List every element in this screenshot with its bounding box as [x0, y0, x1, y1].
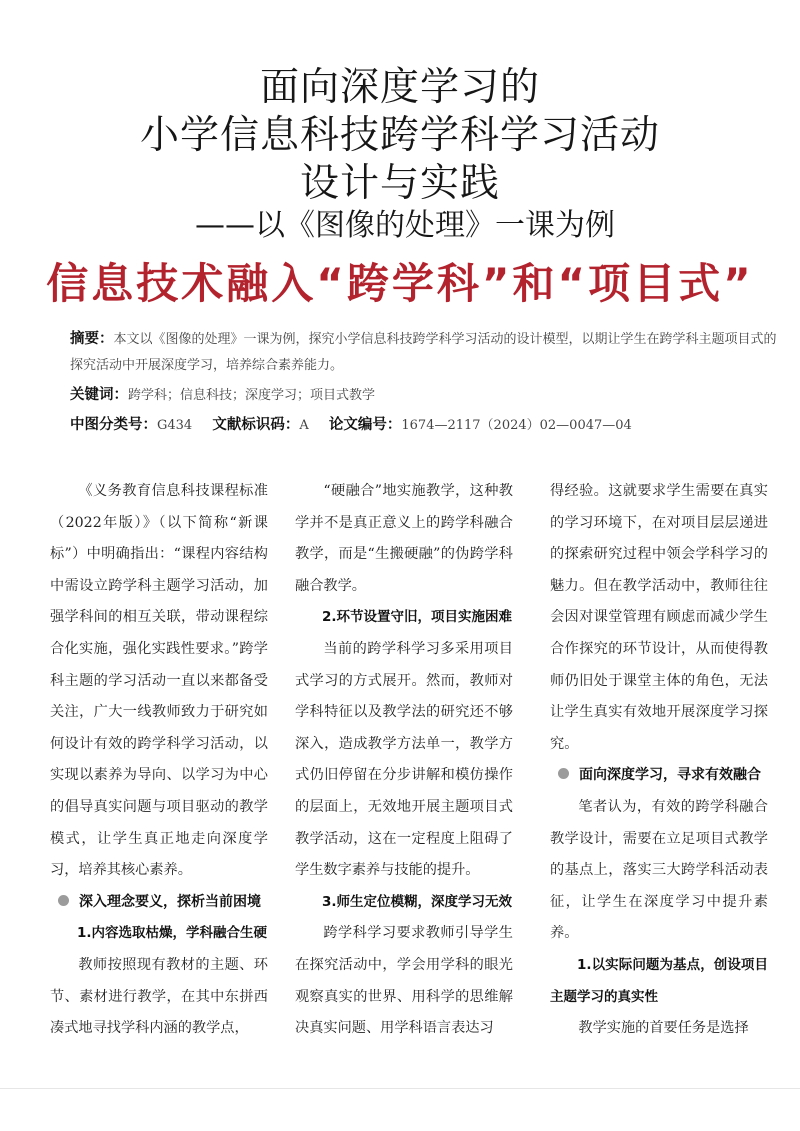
body-column-2 [295, 476, 513, 1045]
abstract-colon: ： [99, 331, 114, 347]
subtitle: ——以《图像的处理》一课为例 [195, 208, 615, 243]
bullet-dot-icon [558, 768, 569, 779]
article-no-label: 论文编号 [328, 417, 387, 433]
title-line-2: 小学信息科技跨学科学习活动 [139, 113, 660, 158]
subsection-heading: 1.以实际问题为基点，创设项目主题学习的真实性 [550, 956, 768, 1005]
page-bottom-divider [0, 1088, 800, 1089]
title-line-3: 设计与实践 [299, 161, 500, 206]
classification-line [70, 413, 782, 438]
bullet-dot-icon [58, 895, 69, 906]
doc-code-value: A [299, 418, 309, 433]
section-heading-text: 深入理念要义，探析当前困境 [79, 893, 261, 910]
banner-headline: 信息技术融入“跨学科”和“项目式” [46, 259, 754, 308]
article-no-value: 1674—2117（2024）02—0047—04 [401, 418, 632, 433]
keywords-text: 跨学科；信息科技；深度学习；项目式教学 [128, 388, 376, 403]
paragraph: 教学实施的首要任务是选择 [578, 1020, 749, 1037]
subsection-heading: 2.环节设置守旧，项目实施困难 [322, 609, 513, 626]
section-heading-2 [550, 760, 768, 792]
paragraph: 笔者认为，有效的跨学科融合教学设计，需要在立足项目式教学的基点上，落实三大跨学科活动表征，让学生在深度学习中提升素养。 [550, 798, 768, 942]
paragraph: 当前的跨学科学习多采用项目式学习的方式展开。然而，教师对学科特征以及教学法的研究还不够深入，造成教学方法单一，教学方式仍旧停留在分步讲解和模仿操作的层面上，无效地开展主题项目式教学活动，这在一定程度上阻碍了学生数字素养与技能的提升。 [295, 640, 513, 879]
abstract-text: 本文以《图像的处理》一课为例，探究小学信息科技跨学科学习活动的设计模型，以期让学生在跨学科主题项目式的探究活动中开展深度学习，培养综合素养能力。 [70, 332, 777, 373]
doc-code-label: 文献标识码 [212, 417, 285, 433]
section-heading-text: 面向深度学习，寻求有效融合 [579, 767, 761, 784]
paragraph: 得经验。这就要求学生需要在真实的学习环境下，在对项目层层递进的探索研究过程中领会学科学习的魅力。但在教学活动中，教师往往会因对课堂管理有顾虑而减少学生合作探究的环节设计，从而使得教师仍旧处于课堂主体的角色，无法让学生真实有效地开展深度学习探究。 [550, 483, 768, 752]
keywords [70, 383, 782, 408]
title-block [0, 64, 800, 244]
paragraph: 跨学科学习要求教师引导学生在探究活动中，学会用学科的眼光观察真实的世界、用科学的思维解决真实问题、用学科语言表达习 [295, 925, 513, 1037]
clc-label: 中图分类号 [70, 417, 143, 433]
title-line-1: 面向深度学习的 [259, 65, 540, 110]
subsection-heading: 1.内容选取枯燥，学科融合生硬 [77, 925, 268, 942]
abstract-label: 摘要 [70, 331, 99, 347]
clc-value: G434 [157, 418, 193, 433]
body-column-3 [550, 476, 768, 1045]
abstract [70, 326, 782, 379]
subsection-heading: 3.师生定位模糊，深度学习无效 [322, 893, 513, 910]
section-heading-1 [50, 887, 268, 919]
paragraph: 教师按照现有教材的主题、环节、素材进行教学，在其中东拼西凑式地寻找学科内涵的教学点， [50, 956, 268, 1037]
keywords-label: 关键词 [70, 387, 114, 403]
clc-colon: ： [142, 417, 157, 433]
keywords-colon: ： [113, 387, 128, 403]
paragraph: “硬融合”地实施教学，这种教学并不是真正意义上的跨学科融合教学，而是“生搬硬融”的伪跨学科融合教学。 [295, 483, 513, 594]
doc-code-colon: ： [284, 417, 300, 433]
body-column-1 [50, 476, 268, 1045]
article-no-colon: ： [386, 417, 402, 433]
paragraph: 《义务教育信息科技课程标准（2022年版）》（以下简称“新课标”）中明确指出：“课程内容结构中需设立跨学科主题学习活动，加强学科间的相互关联，带动课程综合化实施，强化实践性要求。”跨学科主题的学习活动一直以来都备受关注，广大一线教师致力于研究如何设计有效的跨学科学习活动，以实现以素养为导向、以学习为中心的倡导真实问题与项目驱动的教学模式，让学生真正地走向深度学习，培养其核心素养。 [50, 483, 268, 879]
